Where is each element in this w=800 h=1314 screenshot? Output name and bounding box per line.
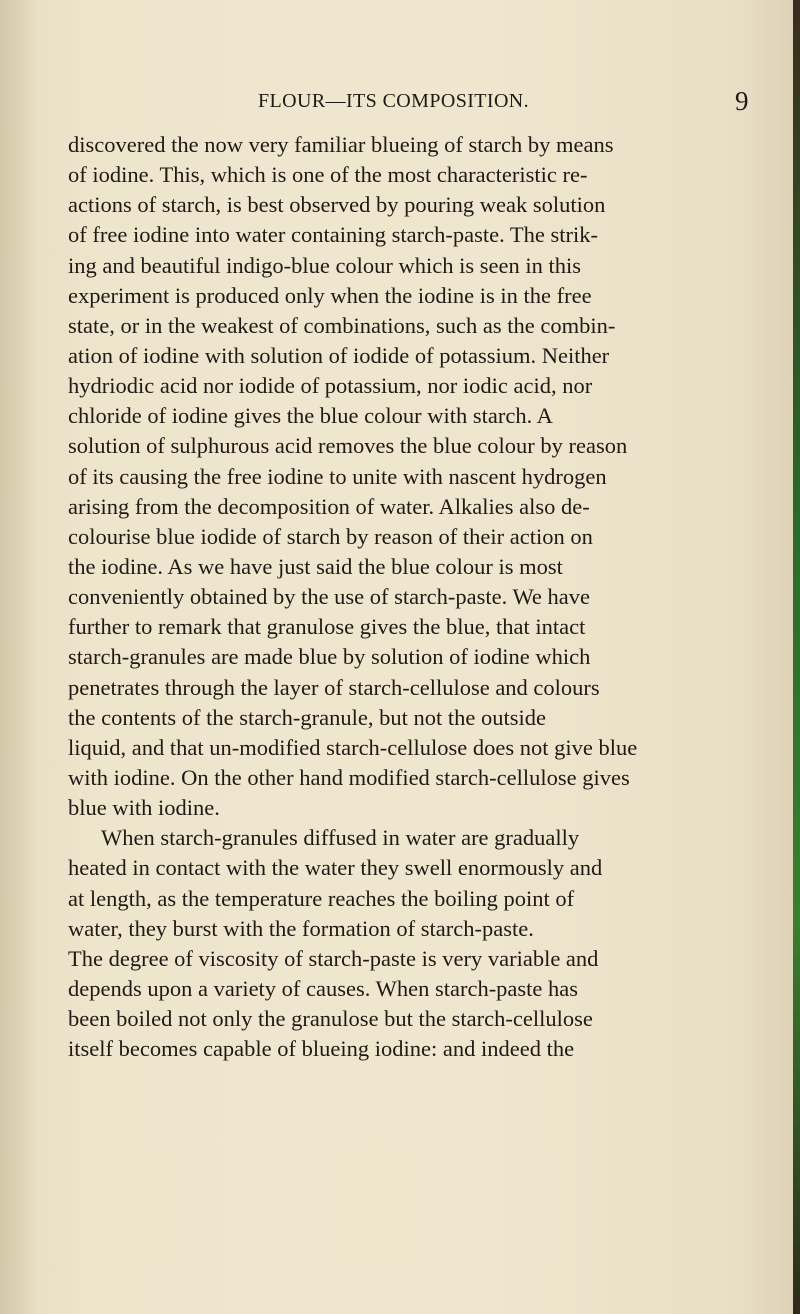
paragraph-start-line: When starch-granules diffused in water are gradually	[101, 825, 580, 851]
text-line: of its causing the free iodine to unite with nascent hydrogen	[68, 463, 607, 489]
text-line: The degree of viscosity of starch-paste is very variable and	[68, 945, 599, 971]
text-line: blue with iodine.	[68, 795, 220, 821]
page-edge-strip	[793, 0, 800, 1314]
text-line: been boiled not only the granulose but the starch-cellulose	[68, 1006, 593, 1032]
text-line: starch-granules are made blue by solution of iodine which	[68, 644, 591, 670]
text-line: ation of iodine with solution of iodide of potassium. Neither	[68, 342, 610, 368]
text-line: itself becomes capable of blueing iodine: and indeed the	[68, 1036, 575, 1062]
text-line: ing and beautiful indigo-blue colour which is seen in this	[68, 252, 582, 278]
text-line: penetrates through the layer of starch-cellulose and colours	[68, 674, 600, 700]
text-line: arising from the decomposition of water. Alkalies also de-	[68, 493, 590, 519]
text-line: the iodine. As we have just said the blue colour is most	[68, 553, 563, 579]
text-line: further to remark that granulose gives the blue, that intact	[68, 614, 586, 640]
body-text	[68, 130, 790, 1064]
text-line: experiment is produced only when the iodine is in the free	[68, 282, 592, 308]
text-line: depends upon a variety of causes. When starch-paste has	[68, 975, 579, 1001]
page-gutter-shadow	[0, 0, 38, 1314]
text-line: liquid, and that un-modified starch-cellulose does not give blue	[68, 734, 638, 760]
text-line: heated in contact with the water they swell enormously and	[68, 855, 603, 881]
text-line: hydriodic acid nor iodide of potassium, nor iodic acid, nor	[68, 373, 593, 399]
text-line: conveniently obtained by the use of starch-paste. We have	[68, 584, 590, 610]
text-line: actions of starch, is best observed by pouring weak solution	[68, 192, 606, 218]
page-header	[0, 86, 800, 116]
text-line: discovered the now very familiar blueing of starch by means	[68, 132, 614, 157]
text-line: the contents of the starch-granule, but not the outside	[68, 704, 546, 730]
text-line: at length, as the temperature reaches the boiling point of	[68, 885, 575, 911]
text-line: with iodine. On the other hand modified starch-cellulose gives	[68, 764, 630, 790]
text-line: chloride of iodine gives the blue colour with starch. A	[68, 403, 553, 429]
text-line: state, or in the weakest of combinations, such as the combin-	[68, 312, 616, 338]
text-line: of free iodine into water containing starch-paste. The strik-	[68, 222, 599, 248]
text-line: water, they burst with the formation of starch-paste.	[68, 915, 534, 941]
text-line: solution of sulphurous acid removes the blue colour by reason	[68, 433, 628, 459]
text-line: colourise blue iodide of starch by reason of their action on	[68, 523, 593, 549]
running-head: FLOUR—ITS COMPOSITION.	[258, 90, 530, 112]
text-line: of iodine. This, which is one of the most characteristic re-	[68, 162, 588, 188]
page-number: 9	[735, 86, 749, 116]
